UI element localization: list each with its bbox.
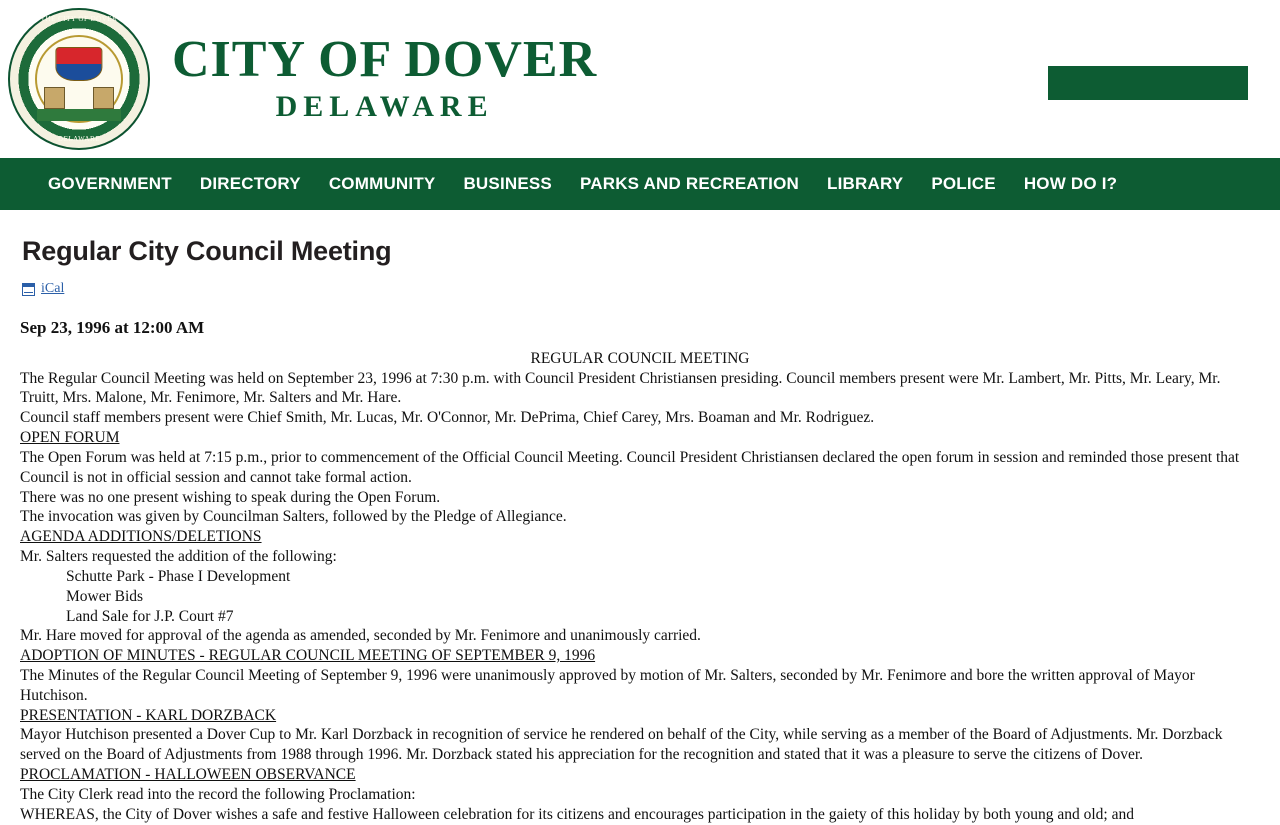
page-content xyxy=(0,210,1280,825)
minutes-paragraph: Mr. Salters requested the addition of the following: xyxy=(20,548,337,566)
city-seal-icon xyxy=(8,8,150,150)
site-header xyxy=(0,0,1280,158)
minutes-body xyxy=(20,369,1260,825)
seal-inner xyxy=(35,35,123,123)
minutes-paragraph: WHEREAS, the City of Dover wishes a safe and festive Halloween celebration for its citizens and encourages participation in the gaiety of this holiday by both young and old; and xyxy=(20,805,1134,823)
meeting-date-heading: Sep 23, 1996 at 12:00 AM xyxy=(20,318,205,337)
nav-item-business[interactable]: BUSINESS xyxy=(463,174,552,193)
nav-item-directory[interactable]: DIRECTORY xyxy=(199,174,301,193)
nav-item-community[interactable]: COMMUNITY xyxy=(328,174,436,193)
calendar-icon xyxy=(22,283,35,296)
minutes-paragraph: The invocation was given by Councilman Salters, followed by the Pledge of Allegiance. xyxy=(20,508,567,526)
wordmark-state: DELAWARE xyxy=(275,90,494,123)
seal-ground xyxy=(37,109,121,121)
meeting-minutes-document xyxy=(20,317,1260,825)
minutes-paragraph: Mr. Hare moved for approval of the agenda as amended, seconded by Mr. Fenimore and unanimously carried. xyxy=(20,627,701,645)
minutes-paragraph: There was no one present wishing to speak during the Open Forum. xyxy=(20,488,441,506)
minutes-section-heading: PRESENTATION - KARL DORZBACK xyxy=(20,706,277,724)
nav-item-police[interactable]: POLICE xyxy=(931,174,996,193)
minutes-paragraph: The Regular Council Meeting was held on September 23, 1996 at 7:30 p.m. with Council President Christiansen presiding. Council members present were Mr. Lambert, Mr. Pitts, Mr. Leary, Mr. Truitt, Mrs. Malone, Mr. Fenimore, Mr. Salters and Mr. Hare. xyxy=(20,369,1221,407)
minutes-paragraph: Mayor Hutchison presented a Dover Cup to Mr. Karl Dorzback in recognition of service he rendered on behalf of the City, while serving as a member of the Board of Adjustments. Mr. Dorzback served on the Board of Adjustments from 1988 through 1996. Mr. Dorzback stated his appreciation for the recognition and stated that it was a pleasure to serve the citizens of Dover. xyxy=(20,726,1223,764)
nav-item-parks-and-recreation[interactable]: PARKS AND RECREATION xyxy=(579,174,799,193)
page-title: Regular City Council Meeting xyxy=(22,236,392,266)
site-wordmark[interactable] xyxy=(172,31,598,124)
nav-item-government[interactable]: GOVERNMENT xyxy=(48,174,172,193)
ical-link[interactable]: iCal xyxy=(41,281,65,296)
nav-item-how-do-i[interactable]: HOW DO I? xyxy=(1023,174,1118,193)
minutes-paragraph: Council staff members present were Chief Smith, Mr. Lucas, Mr. O'Connor, Mr. DePrima, Chief Carey, Mrs. Boaman and Mr. Rodriguez. xyxy=(20,409,875,427)
minutes-list-item: Schutte Park - Phase I Development xyxy=(66,567,291,585)
minutes-paragraph: The City Clerk read into the record the following Proclamation: xyxy=(20,785,416,803)
document-title: REGULAR COUNCIL MEETING xyxy=(530,349,750,367)
ical-row[interactable] xyxy=(22,281,1260,297)
minutes-list-item: Mower Bids xyxy=(66,587,144,605)
seal-crest xyxy=(55,47,102,81)
seal-building-right xyxy=(93,87,115,109)
minutes-paragraph: The Open Forum was held at 7:15 p.m., prior to commencement of the Official Council Meeting. Council President Christiansen declared the open forum in session and reminded those present that Council is not in official session and cannot take formal action. xyxy=(20,448,1240,486)
minutes-section-heading: AGENDA ADDITIONS/DELETIONS xyxy=(20,528,262,546)
minutes-section-heading: PROCLAMATION - HALLOWEEN OBSERVANCE xyxy=(20,766,356,784)
seal-top-text: THE CITY OF DOVER xyxy=(40,15,118,23)
minutes-paragraph: The Minutes of the Regular Council Meeting of September 9, 1996 were unanimously approved by motion of Mr. Salters, seconded by Mr. Fenimore and bore the written approval of Mayor Hutchison. xyxy=(20,667,1195,704)
minutes-list-item: Land Sale for J.P. Court #7 xyxy=(66,607,234,625)
search-input[interactable] xyxy=(1048,66,1248,100)
nav-item-library[interactable]: LIBRARY xyxy=(827,174,904,193)
main-navigation xyxy=(0,158,1280,210)
wordmark-city: CITY OF DOVER xyxy=(172,31,598,88)
seal-bottom-text: DELAWARE xyxy=(58,135,100,143)
minutes-section-heading: ADOPTION OF MINUTES - REGULAR COUNCIL MEETING OF SEPTEMBER 9, 1996 xyxy=(20,647,596,665)
seal-building-left xyxy=(44,87,66,109)
minutes-section-heading: OPEN FORUM xyxy=(20,429,120,447)
